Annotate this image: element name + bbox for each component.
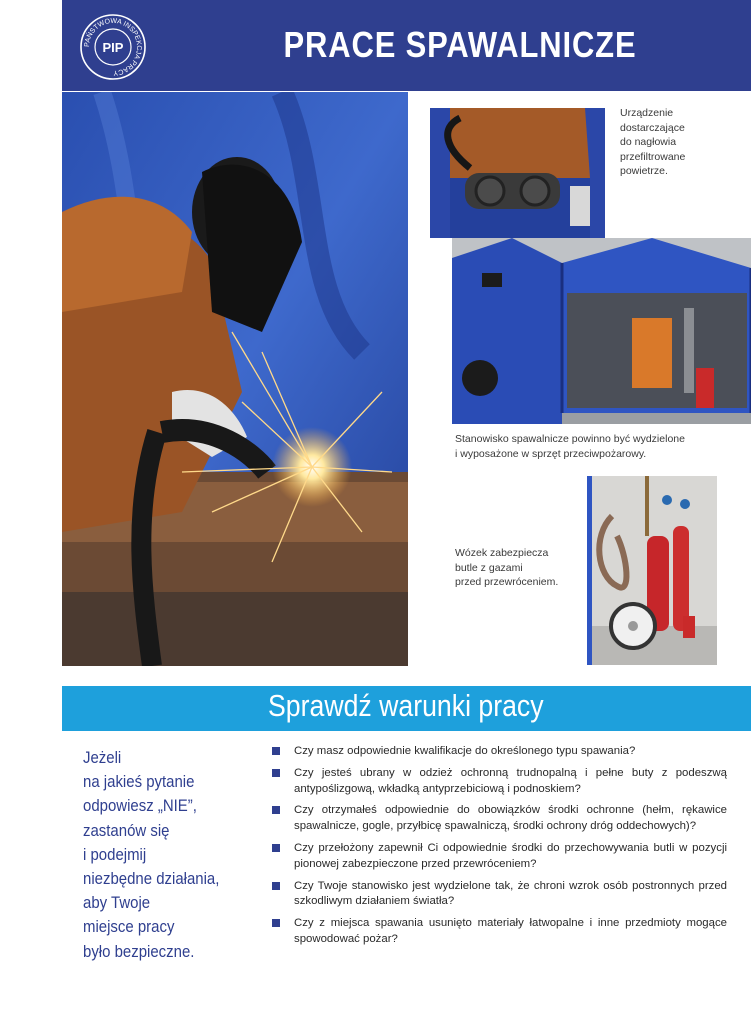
- intro-line: niezbędne działania,: [83, 869, 220, 889]
- page-title: PRACE SPAWALNICZE: [283, 24, 637, 65]
- logo-ring-text: PAŃSTWOWA INSPEKCJA PRACY: [83, 17, 143, 77]
- gas-cart-photo: [587, 476, 717, 665]
- welding-tent-photo: [452, 238, 751, 424]
- square-bullet-icon: [272, 919, 280, 927]
- intro-text: [83, 746, 233, 964]
- respirator-caption: Urządzenie dostarczające do nagłowia przefiltrowane powietrze.: [620, 107, 686, 177]
- question-item: Czy jesteś ubrany w odzież ochronną trudnopalną i pełne buty z podeszwą antypoślizgową, wkładką antyprzebiciową i podnoskiem?: [272, 766, 727, 798]
- question-item: Czy przełożony zapewnił Ci odpowiednie środki do przechowywania butli w pozycji pionowej zabezpieczone przed przewróceniem?: [272, 841, 727, 873]
- tent-caption: Stanowisko spawalnicze powinno być wydzielone i wyposażone w sprzęt przeciwpożarowy.: [455, 433, 685, 460]
- logo-letters: PIP: [102, 40, 124, 55]
- pip-logo: [80, 14, 146, 80]
- section-title: Sprawdź warunki pracy: [268, 688, 544, 723]
- intro-line: zastanów się: [83, 820, 170, 840]
- question-item: Czy z miejsca spawania usunięto materiały łatwopalne i inne przedmioty mogące spowodować pożar?: [272, 916, 727, 948]
- intro-line: miejsce pracy: [83, 917, 175, 937]
- question-list: [272, 744, 727, 954]
- question-item: Czy Twoje stanowisko jest wydzielone tak, że chroni wzrok osób postronnych przed szkodliwym działaniem światła?: [272, 879, 727, 911]
- square-bullet-icon: [272, 806, 280, 814]
- intro-line: i podejmij: [83, 844, 147, 864]
- intro-line: odpowiesz „NIE”,: [83, 796, 197, 816]
- intro-line: aby Twoje: [83, 893, 151, 913]
- square-bullet-icon: [272, 747, 280, 755]
- square-bullet-icon: [272, 844, 280, 852]
- intro-line: na jakieś pytanie: [83, 772, 195, 792]
- intro-line: Jeżeli: [83, 748, 122, 767]
- intro-line: było bezpieczne.: [83, 941, 195, 961]
- question-item: Czy masz odpowiednie kwalifikacje do określonego typu spawania?: [272, 744, 727, 760]
- square-bullet-icon: [272, 769, 280, 777]
- question-item: Czy otrzymałeś odpowiednie do obowiązków środki ochronne (hełm, rękawice spawalnicze, gogle, przyłbicę spawalniczą, środki ochrony dróg oddechowych)?: [272, 803, 727, 835]
- welder-photo: [62, 92, 408, 666]
- square-bullet-icon: [272, 882, 280, 890]
- respirator-photo: [430, 108, 605, 238]
- cart-caption: Wózek zabezpiecza butle z gazami przed przewróceniem.: [455, 547, 559, 588]
